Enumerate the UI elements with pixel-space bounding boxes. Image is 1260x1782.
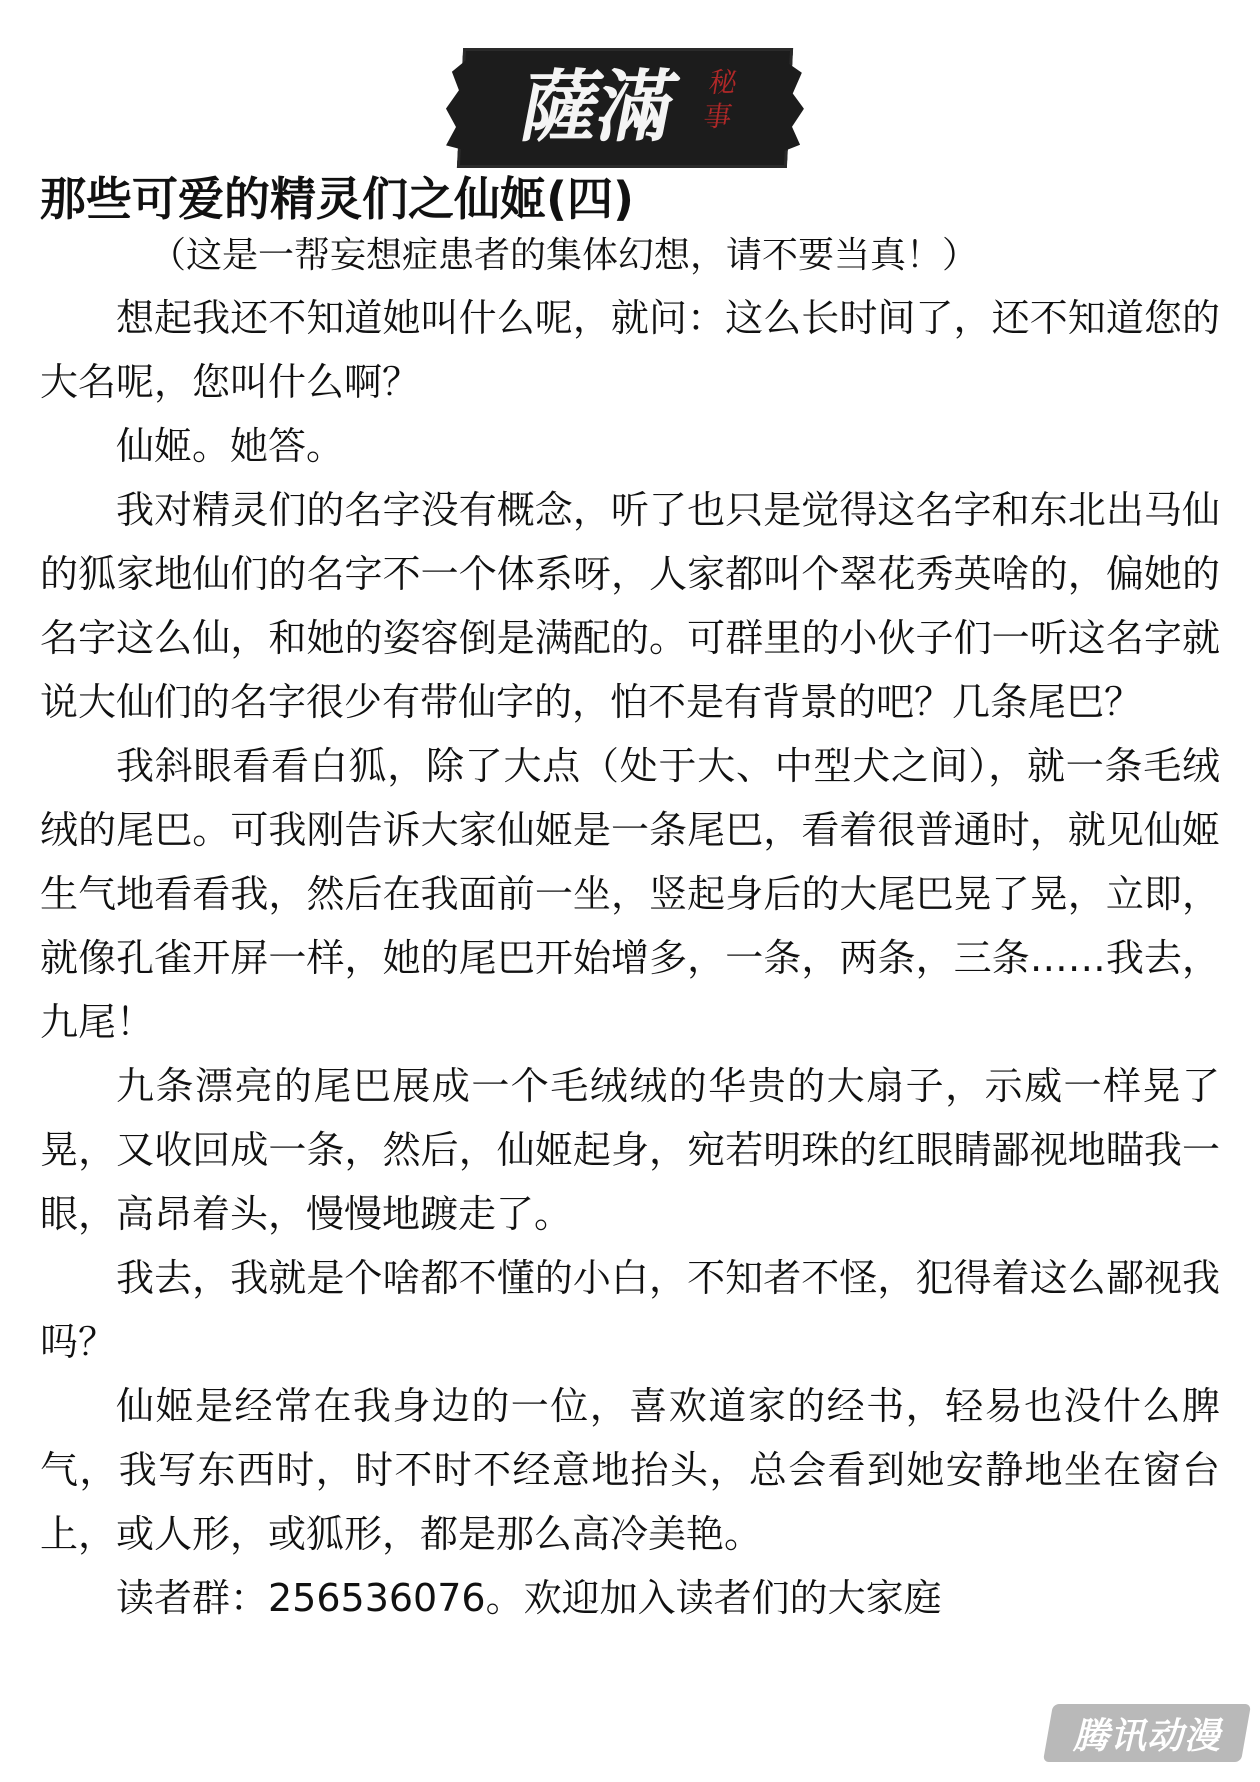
document-subtitle: （这是一帮妄想症患者的集体幻想，请不要当真！） <box>150 235 979 276</box>
logo-sub-text: 秘事 <box>701 66 740 133</box>
paragraph-6: 我去，我就是个啥都不懂的小白，不知者不怪，犯得着这么鄙视我吗？ <box>40 1256 1220 1364</box>
paragraph-7: 仙姬是经常在我身边的一位，喜欢道家的经书，轻易也没什么脾气，我写东西时，时不时不经意地抬头，总会看到她安静地坐在窗台上，或人形，或狐形，都是那么高冷美艳。 <box>40 1384 1220 1556</box>
paragraph-5: 九条漂亮的尾巴展成一个毛绒绒的华贵的大扇子，示威一样晃了晃，又收回成一条，然后，仙姬起身，宛若明珠的红眼睛鄙视地瞄我一眼，高昂着头，慢慢地踱走了。 <box>40 1064 1220 1236</box>
tencent-comic-watermark <box>1043 1704 1251 1762</box>
watermark-text: 腾讯动漫 <box>1072 1715 1221 1757</box>
document-title: 那些可爱的精灵们之仙姬(四) <box>40 172 635 226</box>
paragraph-2: 仙姬。她答。 <box>116 424 345 468</box>
document-body <box>40 168 1220 1630</box>
logo-main-text: 薩滿 <box>513 62 683 153</box>
title-logo <box>457 48 793 168</box>
reader-group-note: 读者群：256536076。欢迎加入读者们的大家庭 <box>116 1576 942 1620</box>
paragraph-1: 想起我还不知道她叫什么呢，就问：这么长时间了，还不知道您的大名呢，您叫什么啊？ <box>40 296 1220 404</box>
paragraph-4: 我斜眼看看白狐，除了大点（处于大、中型犬之间），就一条毛绒绒的尾巴。可我刚告诉大家仙姬是一条尾巴，看着很普通时，就见仙姬生气地看看我，然后在我面前一坐，竖起身后的大尾巴晃了晃，立即，就像孔雀开屏一样，她的尾巴开始增多，一条，两条，三条……我去，九尾！ <box>40 744 1220 1044</box>
paragraph-3: 我对精灵们的名字没有概念，听了也只是觉得这名字和东北出马仙的狐家地仙们的名字不一个体系呀，人家都叫个翠花秀英啥的，偏她的名字这么仙，和她的姿容倒是满配的。可群里的小伙子们一听这名字就说大仙们的名字很少有带仙字的，怕不是有背景的吧？几条尾巴？ <box>40 488 1220 724</box>
